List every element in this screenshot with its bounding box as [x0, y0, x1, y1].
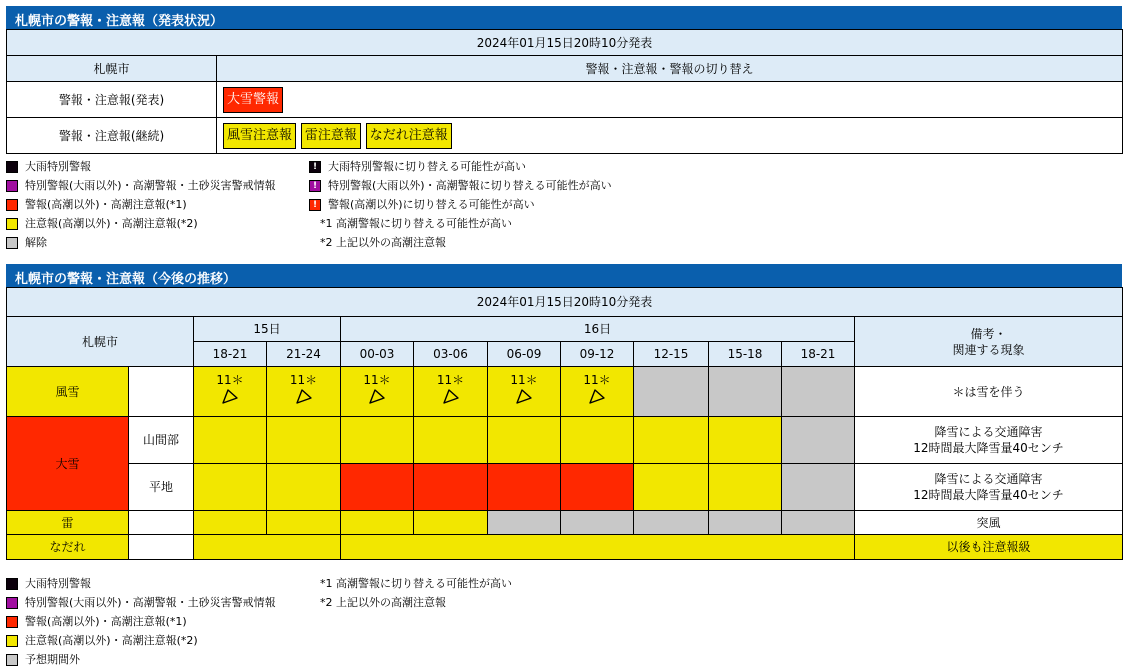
heavy-snow-mountain-label: 山間部 [129, 417, 194, 464]
time-header: 03-06 [414, 342, 488, 367]
color-swatch [6, 578, 18, 590]
advisory-cell [414, 511, 488, 535]
color-swatch [6, 654, 18, 666]
legend-item [309, 195, 612, 214]
warning-cell [414, 464, 488, 511]
legend-item [6, 157, 276, 176]
out-of-range-cell [709, 367, 782, 417]
wind-direction-icon [561, 388, 633, 410]
forecast-panel-title: 札幌市の警報・注意報（今後の推移） [6, 264, 1122, 287]
forecast-area-header: 札幌市 [7, 317, 194, 367]
remark-line: 12時間最大降雪量40センチ [913, 441, 1064, 455]
time-header: 06-09 [488, 342, 561, 367]
out-of-range-cell [561, 511, 634, 535]
remark-line: 降雪による交通障害 [934, 472, 1043, 486]
thunder-advisory-chip[interactable]: 雷注意報 [301, 123, 361, 149]
legend-item [6, 631, 276, 650]
legend-note: *2 上記以外の高潮注意報 [320, 596, 446, 609]
wind-direction-icon [267, 388, 340, 410]
status-panel-title: 札幌市の警報・注意報（発表状況） [6, 6, 1122, 29]
warning-cell [561, 464, 634, 511]
time-header: 18-21 [782, 342, 855, 367]
legend-note: *2 上記以外の高潮注意報 [320, 236, 446, 249]
legend-label: 大雨特別警報 [25, 577, 91, 590]
advisory-cell [634, 417, 709, 464]
remark-line: 降雪による交通障害 [934, 425, 1043, 439]
wind-direction-icon [488, 388, 560, 410]
legend-1-left [6, 157, 276, 252]
wind-speed-value: 11＊ [583, 373, 611, 387]
legend-2-left [6, 574, 276, 669]
legend-item [309, 176, 612, 195]
wind-snow-label: 風雪 [7, 367, 129, 417]
time-header: 09-12 [561, 342, 634, 367]
advisory-cell [488, 417, 561, 464]
legend-label: 特別警報(大雨以外)・高潮警報に切り替える可能性が高い [328, 179, 612, 192]
legend-2-right [309, 574, 512, 612]
legend-item [6, 195, 276, 214]
empty-cell [129, 535, 194, 560]
legend-label: 注意報(高潮以外)・高潮注意報(*2) [25, 634, 198, 647]
advisory-cell [267, 511, 341, 535]
status-continued-label: 警報・注意報(継続) [7, 118, 217, 154]
avalanche-remark: 以後も注意報級 [855, 535, 1123, 560]
advisory-cell [341, 535, 855, 560]
status-table [6, 29, 1123, 154]
status-area-header: 札幌市 [7, 56, 217, 82]
legend-label: 予想期間外 [25, 653, 80, 666]
color-swatch [6, 161, 18, 173]
legend-item [6, 176, 276, 195]
thunder-remark: 突風 [855, 511, 1123, 535]
legend-item [6, 650, 276, 669]
legend-item [6, 233, 276, 252]
out-of-range-cell [782, 417, 855, 464]
warning-cell [341, 464, 414, 511]
legend-label: 大雨特別警報 [25, 160, 91, 173]
advisory-cell [561, 417, 634, 464]
advisory-cell [414, 417, 488, 464]
advisory-cell [194, 535, 341, 560]
advisory-cell [194, 511, 267, 535]
advisory-cell [194, 464, 267, 511]
advisory-cell [341, 511, 414, 535]
advisory-cell [634, 464, 709, 511]
time-header: 21-24 [267, 342, 341, 367]
color-swatch [6, 180, 18, 192]
wind-snow-forecast-cell [194, 367, 267, 417]
time-header: 18-21 [194, 342, 267, 367]
legend-label: 警報(高潮以外)に切り替える可能性が高い [328, 198, 535, 211]
empty-cell [129, 511, 194, 535]
time-header: 00-03 [341, 342, 414, 367]
time-header: 15-18 [709, 342, 782, 367]
exclamation-icon: ! [309, 180, 321, 192]
heavy-snow-plain-label: 平地 [129, 464, 194, 511]
remarks-header-line1: 備考・ [970, 326, 1007, 341]
wind-snow-forecast-cell [488, 367, 561, 417]
wind-snow-forecast-cell [561, 367, 634, 417]
color-swatch [6, 616, 18, 628]
color-swatch [6, 237, 18, 249]
legend-item [6, 214, 276, 233]
empty-cell [129, 367, 194, 417]
wind-speed-value: 11＊ [363, 373, 391, 387]
wind-snow-forecast-cell [267, 367, 341, 417]
status-issued-time: 2024年01月15日20時10分発表 [7, 30, 1123, 56]
avalanche-advisory-chip[interactable]: なだれ注意報 [366, 123, 452, 149]
wind-direction-icon [341, 388, 413, 410]
wind-speed-value: 11＊ [436, 373, 465, 387]
thunder-label: 雷 [7, 511, 129, 535]
wind-speed-value: 11＊ [289, 373, 318, 387]
legend-item [6, 574, 276, 593]
out-of-range-cell [709, 511, 782, 535]
out-of-range-cell [782, 464, 855, 511]
wind-direction-icon [194, 388, 266, 410]
status-continued-chips [217, 118, 1123, 154]
advisory-cell [194, 417, 267, 464]
wind-snow-advisory-chip[interactable]: 風雪注意報 [223, 123, 296, 149]
wind-snow-remark: ＊は雪を伴う [855, 367, 1123, 417]
out-of-range-cell [782, 367, 855, 417]
heavy-snow-label: 大雪 [7, 417, 129, 511]
heavy-snow-warning-chip[interactable]: 大雪警報 [223, 87, 283, 113]
legend-1-right [309, 157, 612, 252]
advisory-cell [267, 417, 341, 464]
color-swatch [6, 597, 18, 609]
exclamation-icon: ! [309, 199, 321, 211]
legend-item [6, 593, 276, 612]
out-of-range-cell [634, 511, 709, 535]
legend-label: 警報(高潮以外)・高潮注意報(*1) [25, 198, 187, 211]
heavy-snow-plain-remark [855, 464, 1123, 511]
advisory-cell [341, 417, 414, 464]
heavy-snow-mountain-remark [855, 417, 1123, 464]
status-issued-label: 警報・注意報(発表) [7, 82, 217, 118]
advisory-cell [267, 464, 341, 511]
legend-item [6, 612, 276, 631]
legend-label: 警報(高潮以外)・高潮注意報(*1) [25, 615, 187, 628]
legend-item [309, 157, 612, 176]
exclamation-icon: ! [309, 161, 321, 173]
wind-snow-forecast-cell [341, 367, 414, 417]
advisory-cell [709, 417, 782, 464]
out-of-range-cell [634, 367, 709, 417]
day-15-header: 15日 [194, 317, 341, 342]
out-of-range-cell [782, 511, 855, 535]
out-of-range-cell [488, 511, 561, 535]
warning-cell [488, 464, 561, 511]
time-header: 12-15 [634, 342, 709, 367]
status-issued-chips [217, 82, 1123, 118]
advisory-cell [709, 464, 782, 511]
forecast-table [6, 287, 1123, 560]
legend-label: 大雨特別警報に切り替える可能性が高い [328, 160, 526, 173]
remarks-header-line2: 関連する現象 [952, 342, 1025, 357]
remark-line: 12時間最大降雪量40センチ [913, 488, 1064, 502]
legend-label: 注意報(高潮以外)・高潮注意報(*2) [25, 217, 198, 230]
wind-speed-value: 11＊ [510, 373, 538, 387]
legend-label: 特別警報(大雨以外)・高潮警報・土砂災害警戒情報 [25, 179, 276, 192]
remarks-header [855, 317, 1123, 367]
color-swatch [6, 218, 18, 230]
legend-note: *1 高潮警報に切り替える可能性が高い [320, 217, 512, 230]
color-swatch [6, 199, 18, 211]
wind-speed-value: 11＊ [216, 373, 244, 387]
legend-label: 特別警報(大雨以外)・高潮警報・土砂災害警戒情報 [25, 596, 276, 609]
wind-snow-forecast-cell [414, 367, 488, 417]
day-16-header: 16日 [341, 317, 855, 342]
avalanche-label: なだれ [7, 535, 129, 560]
forecast-issued-time: 2024年01月15日20時10分発表 [7, 288, 1123, 317]
wind-direction-icon [414, 388, 487, 410]
color-swatch [6, 635, 18, 647]
legend-label: 解除 [25, 236, 47, 249]
status-switch-header: 警報・注意報・警報の切り替え [217, 56, 1123, 82]
legend-note: *1 高潮警報に切り替える可能性が高い [320, 577, 512, 590]
